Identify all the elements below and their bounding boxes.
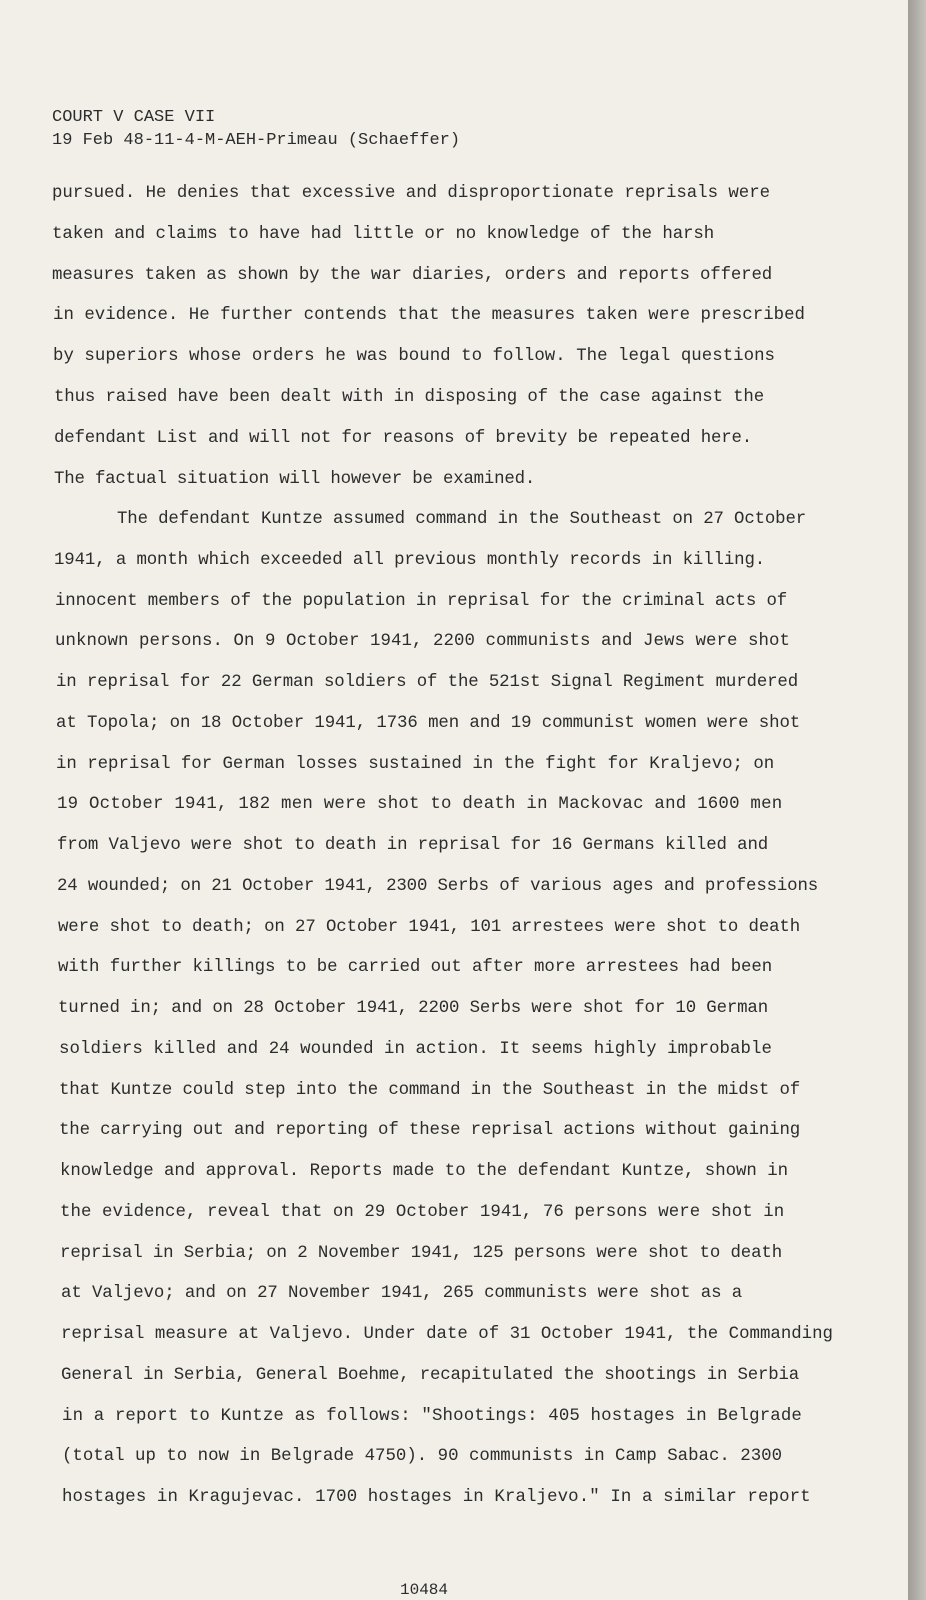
body-line: General in Serbia, General Boehme, recapitulated the shootings in Serbia — [61, 1366, 800, 1385]
body-line: (total up to now in Belgrade 4750). 90 communists in Camp Sabac. 2300 — [62, 1447, 783, 1466]
body-line: measures taken as shown by the war diaries, orders and reports offered — [52, 266, 773, 285]
body-line: with further killings to be carried out after more arrestees had been — [58, 958, 773, 977]
body-line: were shot to death; on 27 October 1941, 101 arrestees were shot to death — [58, 918, 801, 937]
body-line: reprisal measure at Valjevo. Under date of 31 October 1941, the Commanding — [61, 1325, 833, 1344]
body-line: innocent members of the population in reprisal for the criminal acts of — [55, 592, 788, 611]
body-line: hostages in Kragujevac. 1700 hostages in Kraljevo." In a similar report — [62, 1488, 811, 1507]
page-edge — [908, 0, 926, 1600]
page-number: 10484 — [400, 1581, 449, 1599]
body-line: that Kuntze could step into the command in the Southeast in the midst of — [59, 1081, 801, 1100]
body-line: reprisal in Serbia; on 2 November 1941, 125 persons were shot to death — [60, 1244, 783, 1263]
body-line: in evidence. He further contends that the measures taken were prescribed — [53, 306, 805, 325]
body-line: the evidence, reveal that on 29 October 1941, 76 persons were shot in — [60, 1203, 785, 1222]
body-line: 1941, a month which exceeded all previous monthly records in killing. — [54, 551, 766, 570]
body-line: thus raised have been dealt with in disposing of the case against the — [54, 388, 765, 407]
body-line: in reprisal for German losses sustained in the fight for Kraljevo; on — [56, 755, 775, 774]
body-line: 24 wounded; on 21 October 1941, 2300 Serbs of various ages and professions — [57, 877, 819, 896]
body-line: taken and claims to have had little or no knowledge of the harsh — [52, 225, 715, 244]
header-reference: 19 Feb 48-11-4-M-AEH-Primeau (Schaeffer) — [52, 131, 461, 150]
header-court-case: COURT V CASE VII — [52, 108, 216, 127]
body-line: in a report to Kuntze as follows: "Shootings: 405 hostages in Belgrade — [62, 1407, 802, 1426]
body-line: The defendant Kuntze assumed command in the Southeast on 27 October — [117, 510, 807, 529]
body-line: defendant List and will not for reasons of brevity be repeated here. — [54, 429, 753, 448]
body-line: The factual situation will however be examined. — [54, 470, 536, 489]
body-line: at Valjevo; and on 27 November 1941, 265 communists were shot as a — [61, 1284, 743, 1303]
body-line: pursued. He denies that excessive and disproportionate reprisals were — [52, 184, 771, 203]
body-line: at Topola; on 18 October 1941, 1736 men and 19 communist women were shot — [56, 714, 801, 733]
body-line: soldiers killed and 24 wounded in action. It seems highly improbable — [59, 1040, 772, 1059]
body-line: the carrying out and reporting of these reprisal actions without gaining — [59, 1121, 801, 1140]
body-line: by superiors whose orders he was bound to follow. The legal questions — [53, 347, 776, 366]
body-line: 19 October 1941, 182 men were shot to death in Mackovac and 1600 men — [57, 795, 783, 814]
body-line: from Valjevo were shot to death in reprisal for 16 Germans killed and — [57, 836, 769, 855]
body-line: in reprisal for 22 German soldiers of the 521st Signal Regiment murdered — [56, 673, 799, 692]
body-line: knowledge and approval. Reports made to the defendant Kuntze, shown in — [60, 1162, 789, 1181]
body-line: unknown persons. On 9 October 1941, 2200 communists and Jews were shot — [55, 632, 791, 651]
body-line: turned in; and on 28 October 1941, 2200 Serbs were shot for 10 German — [58, 999, 769, 1018]
